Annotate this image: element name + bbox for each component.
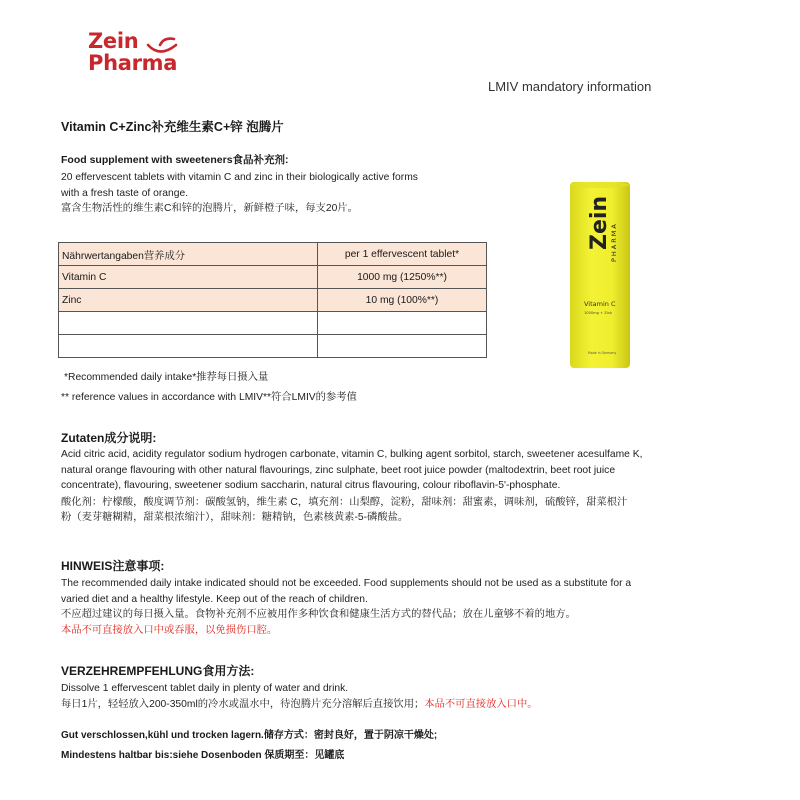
usage-text [61, 681, 751, 712]
description-line: 富含生物活性的维生素C和锌的泡腾片，新鲜橙子味，每支20片。 [61, 203, 358, 214]
footnote-recommended: *Recommended daily intake*推荐每日摄入量 [64, 372, 269, 383]
ingredients-line: concentrate), flavouring, sweetener sodium saccharin, natural citrus flavouring, colour riboflavin-5'-phosphate. [61, 480, 561, 491]
zein-pharma-logo [88, 30, 198, 82]
usage-heading: VERZEHREMPFEHLUNG食用方法: [61, 664, 255, 678]
ingredients-line: Acid citric acid, acidity regulator sodium hydrogen carbonate, vitamin C, bulking agent sorbitol, starch, sweetener acesulfame K, [61, 449, 643, 460]
mortar-icon [146, 36, 182, 56]
table-cell: 1000 mg (1250%**) [318, 266, 487, 289]
ingredients-line: 酸化剂：柠檬酸，酸度调节剂：碳酸氢钠，维生素 C，填充剂：山梨醇，淀粉，甜味剂：甜蜜素，调味剂，硫酸锌，甜菜根汁 [61, 496, 628, 508]
tube-product: Vitamin C [584, 300, 616, 308]
hinweis-heading: HINWEIS注意事项: [61, 559, 165, 573]
table-header-cell: per 1 effervescent tablet* [318, 243, 487, 266]
table-cell: Vitamin C [59, 266, 318, 289]
table-cell [318, 312, 487, 335]
table-row [59, 243, 487, 266]
usage-line2: 每日1片，轻轻放入200-350ml的冷水或温水中，待泡腾片充分溶解后直接饮用； [61, 698, 425, 710]
table-row [59, 266, 487, 289]
tube-brand: Zein [587, 195, 612, 250]
product-title: Vitamin C+Zinc补充维生素C+锌 泡腾片 [61, 120, 284, 134]
tube-brand-sub: PHARMA [610, 222, 618, 262]
table-cell [318, 335, 487, 358]
footnote-reference: ** reference values in accordance with LMIV**符合LMIV的参考值 [61, 392, 357, 403]
hinweis-line: 不应超过建议的每日摄入量。食物补充剂不应被用作多种饮食和健康生活方式的替代品；放在儿童够不着的地方。 [61, 609, 576, 620]
description [61, 170, 418, 217]
table-cell [59, 335, 318, 358]
table-row [59, 312, 487, 335]
table-row [59, 289, 487, 312]
ingredients-line: natural orange flavouring with other natural flavourings, zinc sulphate, beet root juice powder (maltodextrin, beet root juice [61, 464, 616, 476]
ingredients-text [61, 447, 751, 526]
usage-line [61, 697, 751, 713]
description-line: 20 effervescent tablets with vitamin C and zinc in their biologically active forms [61, 172, 418, 183]
usage-line: Dissolve 1 effervescent tablet daily in plenty of water and drink. [61, 683, 349, 694]
hinweis-text [61, 576, 751, 638]
best-before-info: Mindestens haltbar bis:siehe Dosenboden 保质期至：见罐底 [61, 750, 345, 761]
logo-line1: Zein [88, 29, 139, 53]
tube-made-in: Made in Germany [588, 351, 617, 355]
ingredients-line: 粉（麦芽糖糊精，甜菜根浓缩汁），甜味剂：糖精钠，色素核黄素-5-磷酸盐。 [61, 512, 409, 523]
hinweis-warning: 本品不可直接放入口中或吞服，以免损伤口腔。 [61, 624, 278, 636]
lmiv-header: LMIV mandatory information [488, 79, 652, 94]
table-header-cell: Nährwertangaben营养成分 [59, 243, 318, 266]
product-tube-image [568, 180, 632, 370]
table-cell: 10 mg (100%**) [318, 289, 487, 312]
usage-warning: 本品不可直接放入口中。 [424, 698, 538, 710]
tube-dose: 1000mg + Zink [584, 311, 613, 315]
description-line: with a fresh taste of orange. [61, 187, 189, 199]
logo-line2: Pharma [88, 51, 178, 75]
table-cell [59, 312, 318, 335]
hinweis-line: The recommended daily intake indicated should not be exceeded. Food supplements should not be used as a substitute for a [61, 578, 632, 589]
ingredients-heading: Zutaten成分说明: [61, 431, 157, 445]
table-cell: Zinc [59, 289, 318, 312]
nutrition-table [58, 242, 487, 358]
product-type: Food supplement with sweeteners食品补充剂: [61, 154, 289, 166]
table-row [59, 335, 487, 358]
hinweis-line: varied diet and a healthy lifestyle. Keep out of the reach of children. [61, 593, 368, 605]
storage-info: Gut verschlossen,kühl und trocken lagern.储存方式：密封良好，置于阴凉干燥处; [61, 730, 438, 741]
